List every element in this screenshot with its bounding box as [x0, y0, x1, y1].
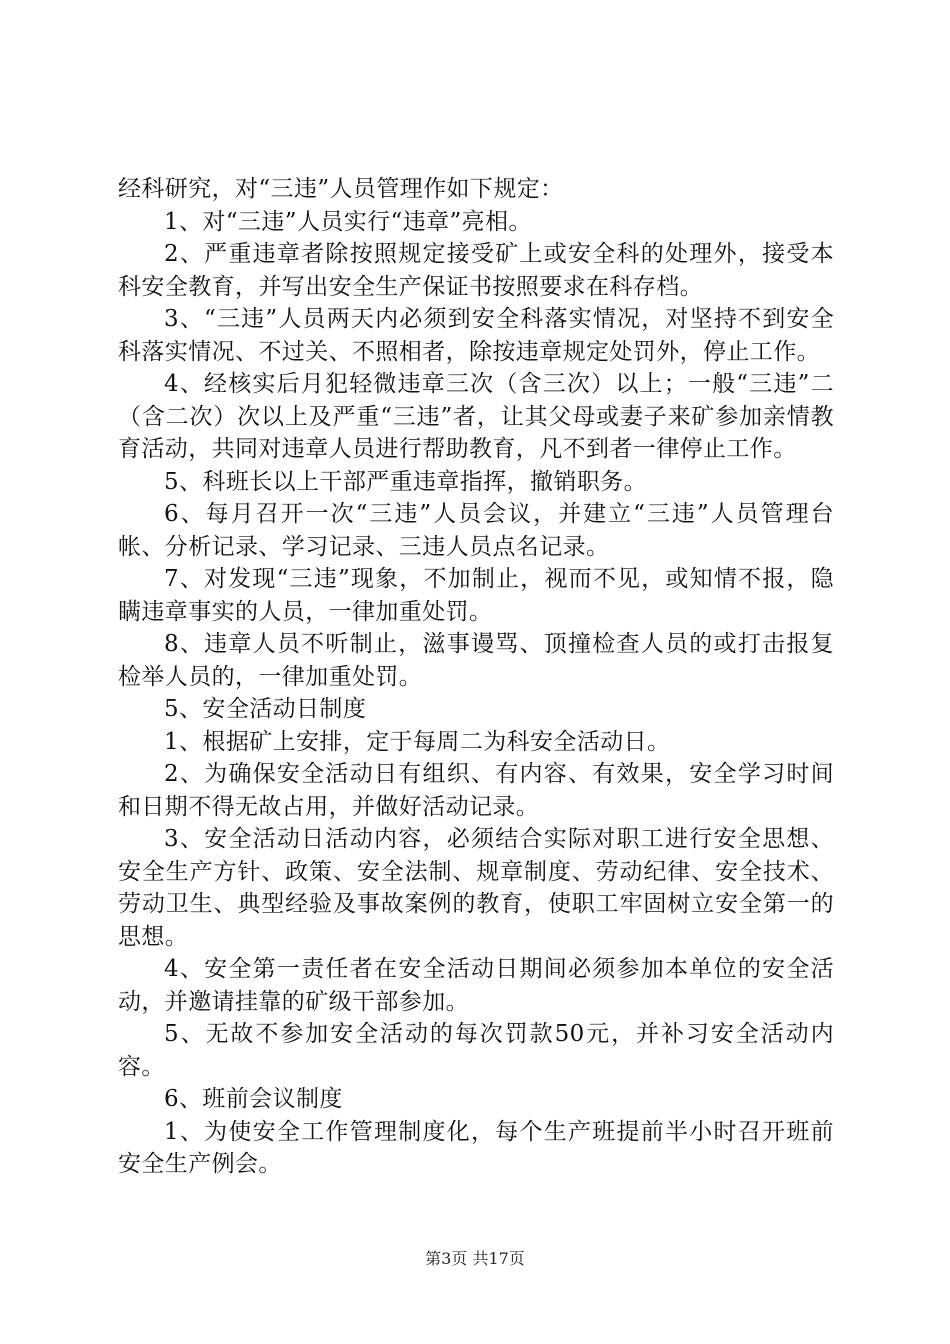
section-heading: 6、班前会议制度	[164, 1086, 343, 1112]
paragraph: 4、安全第一责任者在安全活动日期间必须参加本单位的安全活动，并邀请挂靠的矿级干部参加。	[118, 956, 834, 1015]
section-heading: 5、安全活动日制度	[164, 696, 367, 722]
paragraph: 7、对发现“三违”现象，不加制止，视而不见，或知情不报，隐瞒违章事实的人员，一律加重处罚。	[118, 566, 834, 625]
paragraph: 1、为使安全工作管理制度化，每个生产班提前半小时召开班前安全生产例会。	[118, 1118, 834, 1177]
paragraph: 5、无故不参加安全活动的每次罚款50元，并补习安全活动内容。	[118, 1021, 834, 1080]
paragraph-intro: 经科研究，对“三违”人员管理作如下规定：	[118, 176, 564, 202]
page-number-footer: 第3页 共17页	[425, 1249, 525, 1268]
paragraph: 8、违章人员不听制止，滋事谩骂、顶撞检查人员的或打击报复检举人员的，一律加重处罚。	[118, 631, 834, 690]
paragraph: 5、科班长以上干部严重违章指挥，撤销职务。	[164, 468, 648, 495]
paragraph: 3、“三违”人员两天内必须到安全科落实情况，对坚持不到安全科落实情况、不过关、不照相者，除按违章规定处罚外，停止工作。	[118, 306, 834, 365]
paragraph: 2、严重违章者除按照规定接受矿上或安全科的处理外，接受本科安全教育，并写出安全生产保证书按照要求在科存档。	[118, 241, 834, 300]
paragraph: 6、每月召开一次“三违”人员会议，并建立“三违”人员管理台帐、分析记录、学习记录、三违人员点名记录。	[118, 501, 834, 560]
paragraph: 2、为确保安全活动日有组织、有内容、有效果，安全学习时间和日期不得无故占用，并做好活动记录。	[118, 761, 834, 820]
paragraph: 4、经核实后月犯轻微违章三次（含三次）以上；一般“三违”二（含二次）次以上及严重“三违”者，让其父母或妻子来矿参加亲情教育活动，共同对违章人员进行帮助教育，凡不到者一律停止工作。	[118, 371, 834, 462]
paragraph: 1、对“三违”人员实行“违章”亮相。	[164, 208, 532, 235]
paragraph: 3、安全活动日活动内容，必须结合实际对职工进行安全思想、安全生产方针、政策、安全法制、规章制度、劳动纪律、安全技术、劳动卫生、典型经验及事故案例的教育，使职工牢固树立安全第一的思想。	[118, 826, 834, 950]
paragraph: 1、根据矿上安排，定于每周二为科安全活动日。	[164, 728, 671, 755]
document-body	[118, 173, 834, 1181]
